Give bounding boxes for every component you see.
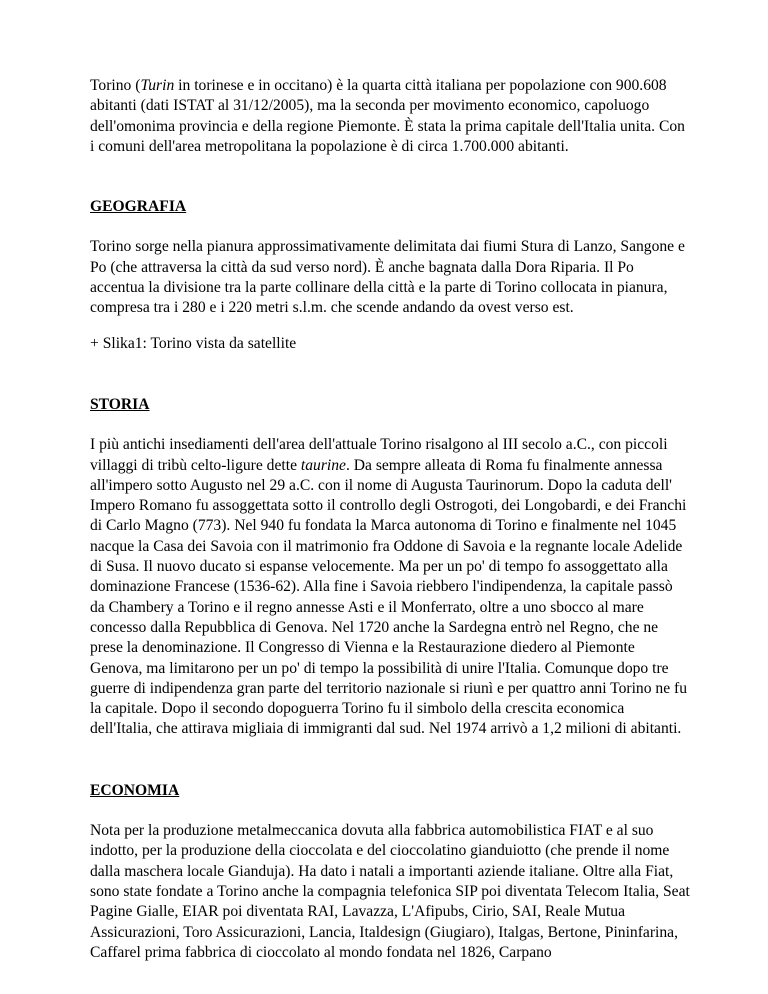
intro-text-start: Torino ( <box>90 77 141 94</box>
intro-paragraph <box>90 76 690 157</box>
storia-italic-term: taurine <box>300 456 346 474</box>
economia-paragraph: Nota per la produzione metalmeccanica dovuta alla fabbrica automobilistica FIAT e al suo indotto, per la produzione della cioccolata e del cioccolatino gianduiotto (che prende il nome dalla maschera locale Gianduja). Ha dato i natali a importanti aziende italiane. Oltre alla Fiat, sono state fondate a Torino anche la compagnia telefonica SIP poi diventata Telecom Italia, Seat Pagine Gialle, EIAR poi diventata RAI, Lavazza, L'Afipubs, Cirio, SAI, Reale Mutua Assicurazioni, Toro Assicurazioni, Lancia, Italdesign (Giugiaro), Italgas, Bertone, Pininfarina, Caffarel prima fabbrica di cioccolato al mondo fondata nel 1826, Carpano <box>90 822 690 961</box>
storia-paragraph <box>90 435 690 739</box>
geografia-paragraph: Torino sorge nella pianura approssimativamente delimitata dai fiumi Stura di Lanzo, Sangone e Po (che attraversa la città da sud verso nord). È anche bagnata dalla Dora Riparia. Il Po accentua la divisione tra la parte collinare della città e la parte di Torino collocata in pianura, compresa tra i 280 e i 220 metri s.l.m. che scende andando da ovest verso est. <box>90 238 685 317</box>
intro-italic-term: Turin <box>140 77 175 94</box>
intro-text-end: in torinese e in occitano) è la quarta città italiana per popolazione con 900.608 abitanti (dati ISTAT al 31/12/2005), ma la seconda per movimento economico, capoluogo dell'omonima provincia e della regione Piemonte. È stata la prima capitale dell'Italia unita. Con i comuni dell'area metropolitana la popolazione è di circa 1.700.000 abitanti. <box>90 77 685 155</box>
section-heading-storia: STORIA <box>90 395 150 413</box>
storia-text-end: . Da sempre alleata di Roma fu finalmente annessa all'impero sotto Augusto nel 29 a.C. con il nome di Augusta Taurinorum. Dopo la caduta dell' Impero Romano fu assoggettata sotto il controllo degli Ostrogoti, dei Longobardi, e dei Franchi di Carlo Magno (773). Nel 940 fu fondata la Marca autonoma di Torino e finalmente nel 1045 nacque la Casa dei Savoia con il matrimonio fra Oddone di Savoia e la regnante locale Adelide di Susa. Il nuovo ducato si espanse velocemente. Ma per un po' di tempo fo assoggettato alla dominazione Francese (1536-62). Alla fine i Savoia riebbero l'indipendenza, la capitale passò da Chambery a Torino e il regno annesse Asti e il Monferrato, oltre a uno sbocco al mare concesso dalla Repubblica di Genova. Nel 1720 anche la Sardegna entrò nel Regno, che ne prese la denominazione. Il Congresso di Vienna e la Restaurazione diedero al Piemonte Genova, ma limitarono per un po' di tempo la possibilità di unire l'Italia. Comunque dopo tre guerre di indipendenza gran parte del territorio nazionale si riunì e per quattro anni Torino ne fu la capitale. Dopo il secondo dopoguerra Torino fu il simbolo della crescita economica dell'Italia, che attirava migliaia di immigranti dal sud. Nel 1974 arrivò a 1,2 milioni di abitanti. <box>90 456 688 738</box>
section-heading-geografia: GEOGRAFIA <box>90 198 187 216</box>
storia-text-start: I più antichi insediamenti dell'area dell'attuale Torino risalgono al III secolo a.C., con piccoli villaggi di tribù celto-ligure dette <box>90 436 668 474</box>
section-heading-economia: ECONOMIA <box>90 781 180 799</box>
document-page <box>90 76 690 963</box>
image-caption: + Slika1: Torino vista da satellite <box>90 334 297 352</box>
